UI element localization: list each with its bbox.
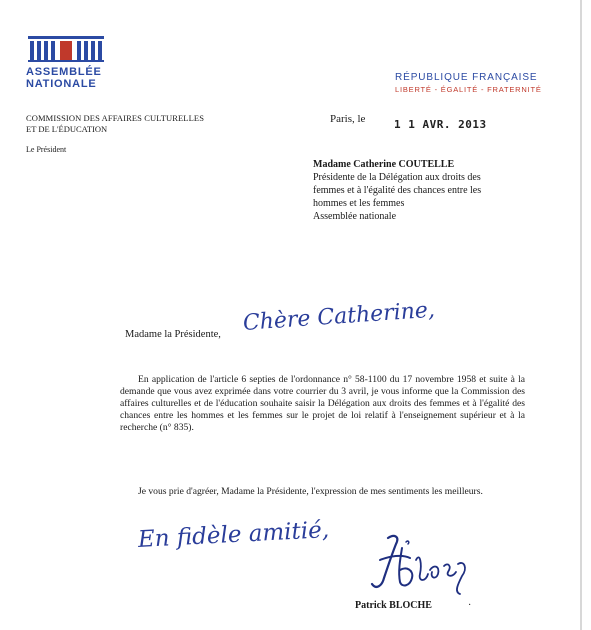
- letter-place: Paris, le: [330, 113, 366, 125]
- body-paragraph-1: En application de l'article 6 septies de l'ordonnance n° 58-1100 du 17 novembre 1958 et suite à la demande que vous avez exprimée dans votre courrier du 3 avril, je vous informe que la Commission des affaires culturelles et de l'éducation souhaite saisir la Délégation aux droits des femmes et à l'égalité des chances entre les hommes et les femmes sur le projet de loi relatif à l'enseignement supérieur et à la recherche (n° 835).: [120, 374, 525, 433]
- recipient-line: femmes et à l'égalité des chances entre les: [313, 185, 482, 196]
- institution-name-line1: ASSEMBLÉE: [26, 66, 102, 78]
- recipient-first-name: Madame Catherine: [313, 159, 399, 170]
- recipient-line: hommes et les femmes: [313, 198, 405, 209]
- body-paragraph-2: Je vous prie d'agréer, Madame la Présidente, l'expression de mes sentiments les meilleurs.: [138, 486, 483, 497]
- recipient-line: Assemblée nationale: [313, 211, 397, 222]
- sender-role: Le Président: [26, 145, 67, 154]
- recipient-surname: COUTELLE: [398, 159, 455, 170]
- committee-name-line1: COMMISSION DES AFFAIRES CULTURELLES: [26, 113, 205, 123]
- committee-name-line2: ET DE L'ÉDUCATION: [26, 124, 108, 134]
- republic-title: RÉPUBLIQUE FRANÇAISE: [395, 72, 538, 83]
- assemblee-logo-icon: [26, 36, 106, 62]
- institution-name-line2: NATIONALE: [26, 78, 97, 90]
- date-stamp: 1 1 AVR. 2013: [394, 118, 487, 131]
- page-edge: [580, 0, 582, 630]
- signer-name: Patrick BLOCHE: [355, 600, 432, 611]
- recipient-line: Présidente de la Délégation aux droits des: [313, 172, 481, 183]
- signature-icon: [366, 530, 476, 600]
- salutation: Madame la Présidente,: [125, 329, 221, 340]
- trailing-mark: ·: [468, 600, 472, 611]
- handwritten-greeting: Chère Catherine,: [242, 297, 436, 336]
- recipient-name: [313, 158, 454, 171]
- handwritten-closing: En fidèle amitié,: [137, 517, 330, 553]
- republic-motto: LIBERTÉ - ÉGALITÉ - FRATERNITÉ: [395, 85, 542, 94]
